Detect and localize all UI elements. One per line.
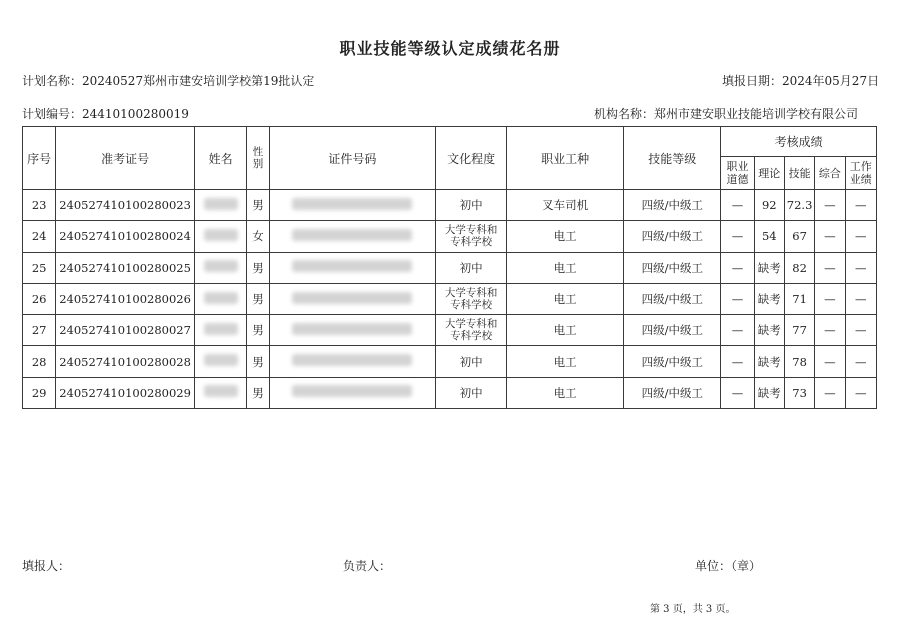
- cell-ethics: —: [721, 346, 754, 377]
- cell-name-redacted: [194, 221, 247, 252]
- cell-skill: 82: [784, 252, 814, 283]
- cell-theory: 92: [754, 190, 784, 221]
- table-row: [23, 283, 877, 314]
- cell-theory: 缺考: [754, 283, 784, 314]
- cell-exam-no: 240527410100280026: [56, 283, 194, 314]
- cell-seq: 27: [23, 315, 56, 346]
- cell-occupation: 电工: [507, 221, 624, 252]
- cell-name-redacted: [194, 190, 247, 221]
- table-row: [23, 377, 877, 408]
- cell-work: —: [845, 221, 876, 252]
- cell-overall: —: [815, 221, 845, 252]
- cell-work: —: [845, 377, 876, 408]
- redaction-blur: [204, 229, 238, 241]
- cell-gender: 男: [247, 346, 269, 377]
- cell-name-redacted: [194, 315, 247, 346]
- redaction-blur: [292, 292, 412, 304]
- cell-id-redacted: [269, 252, 436, 283]
- redaction-blur: [292, 323, 412, 335]
- cell-skill: 78: [784, 346, 814, 377]
- document-title: 职业技能等级认定成绩花名册: [339, 39, 561, 58]
- cell-theory: 缺考: [754, 346, 784, 377]
- cell-id-redacted: [269, 377, 436, 408]
- cell-work: —: [845, 315, 876, 346]
- cell-gender: 女: [247, 221, 269, 252]
- cell-overall: —: [815, 315, 845, 346]
- cell-name-redacted: [194, 377, 247, 408]
- header-seq: 序号: [23, 127, 56, 190]
- cell-seq: 28: [23, 346, 56, 377]
- cell-exam-no: 240527410100280027: [56, 315, 194, 346]
- cell-ethics: —: [721, 377, 754, 408]
- organization-name: 机构名称：郑州市建安职业技能培训学校有限公司: [594, 107, 859, 121]
- header-name: 姓名: [194, 127, 247, 190]
- header-level: 技能等级: [624, 127, 721, 190]
- cell-level: 四级/中级工: [624, 252, 721, 283]
- cell-seq: 25: [23, 252, 56, 283]
- score-roster-table: [22, 126, 877, 409]
- page-indicator: 第 3 页，共 3 页。: [650, 604, 736, 615]
- cell-education: 大学专科和 专科学校: [436, 315, 507, 346]
- cell-work: —: [845, 283, 876, 314]
- header-occupation: 职业工种: [507, 127, 624, 190]
- header-overall: 综合: [815, 157, 845, 190]
- cell-work: —: [845, 190, 876, 221]
- cell-name-redacted: [194, 252, 247, 283]
- cell-education: 初中: [436, 252, 507, 283]
- redaction-blur: [292, 260, 412, 272]
- plan-name: 计划名称：20240527郑州市建安培训学校第19批认定: [22, 74, 315, 88]
- redaction-blur: [204, 354, 238, 366]
- cell-seq: 29: [23, 377, 56, 408]
- cell-occupation: 电工: [507, 315, 624, 346]
- cell-exam-no: 240527410100280028: [56, 346, 194, 377]
- cell-occupation: 叉车司机: [507, 190, 624, 221]
- cell-level: 四级/中级工: [624, 221, 721, 252]
- cell-id-redacted: [269, 221, 436, 252]
- table-row: [23, 315, 877, 346]
- cell-ethics: —: [721, 252, 754, 283]
- cell-id-redacted: [269, 346, 436, 377]
- cell-overall: —: [815, 377, 845, 408]
- redaction-blur: [204, 323, 238, 335]
- cell-seq: 23: [23, 190, 56, 221]
- table-row: [23, 252, 877, 283]
- cell-id-redacted: [269, 190, 436, 221]
- cell-theory: 缺考: [754, 315, 784, 346]
- header-exam-no: 准考证号: [56, 127, 194, 190]
- redaction-blur: [292, 229, 412, 241]
- cell-skill: 73: [784, 377, 814, 408]
- cell-overall: —: [815, 252, 845, 283]
- cell-theory: 缺考: [754, 252, 784, 283]
- cell-level: 四级/中级工: [624, 377, 721, 408]
- cell-ethics: —: [721, 283, 754, 314]
- cell-theory: 缺考: [754, 377, 784, 408]
- cell-id-redacted: [269, 283, 436, 314]
- cell-ethics: —: [721, 315, 754, 346]
- redaction-blur: [292, 385, 412, 397]
- cell-seq: 26: [23, 283, 56, 314]
- cell-id-redacted: [269, 315, 436, 346]
- header-work: 工作 业绩: [845, 157, 876, 190]
- cell-education: 大学专科和 专科学校: [436, 283, 507, 314]
- cell-education: 初中: [436, 377, 507, 408]
- cell-occupation: 电工: [507, 252, 624, 283]
- cell-overall: —: [815, 346, 845, 377]
- cell-education: 初中: [436, 346, 507, 377]
- cell-ethics: —: [721, 190, 754, 221]
- footer-filler: 填报人：: [22, 559, 71, 573]
- header-ethics: 职业 道德: [721, 157, 754, 190]
- cell-skill: 71: [784, 283, 814, 314]
- header-gender: 性 别: [247, 127, 269, 190]
- plan-number: 计划编号：24410100280019: [22, 107, 189, 121]
- redaction-blur: [292, 354, 412, 366]
- cell-ethics: —: [721, 221, 754, 252]
- cell-skill: 72.3: [784, 190, 814, 221]
- header-theory: 理论: [754, 157, 784, 190]
- cell-gender: 男: [247, 252, 269, 283]
- table-row: [23, 190, 877, 221]
- cell-occupation: 电工: [507, 283, 624, 314]
- cell-work: —: [845, 346, 876, 377]
- cell-skill: 77: [784, 315, 814, 346]
- cell-work: —: [845, 252, 876, 283]
- cell-exam-no: 240527410100280029: [56, 377, 194, 408]
- cell-occupation: 电工: [507, 346, 624, 377]
- cell-occupation: 电工: [507, 377, 624, 408]
- cell-level: 四级/中级工: [624, 346, 721, 377]
- redaction-blur: [204, 198, 238, 210]
- header-scores: 考核成绩: [721, 127, 877, 157]
- cell-exam-no: 240527410100280024: [56, 221, 194, 252]
- cell-gender: 男: [247, 377, 269, 408]
- cell-seq: 24: [23, 221, 56, 252]
- redaction-blur: [204, 385, 238, 397]
- cell-level: 四级/中级工: [624, 190, 721, 221]
- redaction-blur: [204, 260, 238, 272]
- redaction-blur: [204, 292, 238, 304]
- fill-date: 填报日期：2024年05月27日: [722, 74, 880, 88]
- header-id-no: 证件号码: [269, 127, 436, 190]
- cell-skill: 67: [784, 221, 814, 252]
- cell-exam-no: 240527410100280023: [56, 190, 194, 221]
- footer-responsible: 负责人：: [343, 559, 392, 573]
- cell-theory: 54: [754, 221, 784, 252]
- cell-level: 四级/中级工: [624, 283, 721, 314]
- cell-education: 初中: [436, 190, 507, 221]
- redaction-blur: [292, 198, 412, 210]
- table-body: [23, 190, 877, 409]
- cell-gender: 男: [247, 315, 269, 346]
- table-row: [23, 346, 877, 377]
- cell-name-redacted: [194, 346, 247, 377]
- cell-education: 大学专科和 专科学校: [436, 221, 507, 252]
- cell-gender: 男: [247, 283, 269, 314]
- table-row: [23, 221, 877, 252]
- cell-overall: —: [815, 283, 845, 314]
- header-education: 文化程度: [436, 127, 507, 190]
- cell-exam-no: 240527410100280025: [56, 252, 194, 283]
- cell-overall: —: [815, 190, 845, 221]
- header-skill: 技能: [784, 157, 814, 190]
- cell-level: 四级/中级工: [624, 315, 721, 346]
- footer-unit: 单位：（章）: [695, 559, 762, 573]
- cell-name-redacted: [194, 283, 247, 314]
- cell-gender: 男: [247, 190, 269, 221]
